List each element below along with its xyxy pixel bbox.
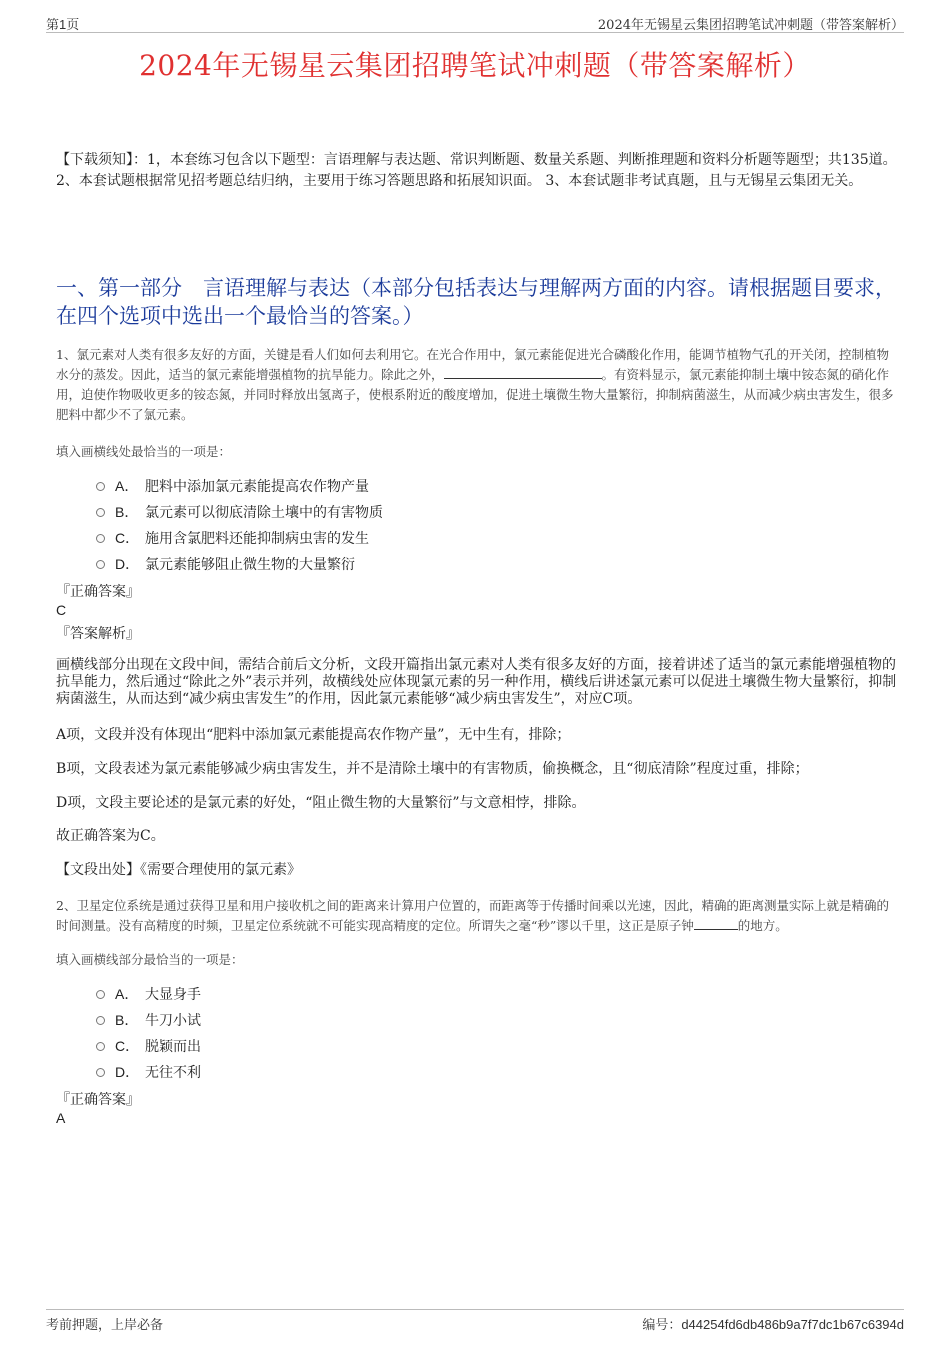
document-title: 2024年无锡星云集团招聘笔试冲刺题（带答案解析） [139, 49, 811, 82]
section-heading: 一、第一部分 言语理解与表达（本部分包括表达与理解两方面的内容。请根据题目要求，在四个选项中选出一个最恰当的答案。） [56, 276, 896, 328]
option-b[interactable]: B． 牛刀小试 [96, 1007, 201, 1033]
question-1-instruction: 填入画横线处最恰当的一项是： [56, 444, 232, 459]
passage-source: 【文段出处】《需要合理使用的氯元素》 [56, 862, 301, 878]
radio-icon[interactable] [96, 990, 105, 999]
answer-label: 『正确答案』 [56, 1092, 140, 1108]
fill-blank [694, 917, 738, 930]
radio-icon[interactable] [96, 508, 105, 517]
footer-divider [46, 1309, 904, 1310]
footer-slogan: 考前押题，上岸必备 [46, 1318, 164, 1333]
question-2-instruction: 填入画横线部分最恰当的一项是： [56, 952, 244, 967]
radio-icon[interactable] [96, 1016, 105, 1025]
analysis-paragraph: B项，文段表述为氯元素能够减少病虫害发生，并不是清除土壤中的有害物质，偷换概念，且“彻底清除”程度过重，排除； [56, 761, 809, 777]
radio-icon[interactable] [96, 1042, 105, 1051]
fill-blank [444, 366, 602, 379]
radio-icon[interactable] [96, 1068, 105, 1077]
analysis-paragraph: 画横线部分出现在文段中间，需结合前后文分析，文段开篇指出氯元素对人类有很多友好的方面，接着讲述了适当的氯元素能增强植物的抗旱能力，然后通过“除此之外”表示并列，故横线处应体现氯元素的另一种作用，横线后讲述氯元素可以促进土壤微生物大量繁衍，抑制病菌滋生，从而达到“减少病虫害发生”的作用，因此氯元素能够“减少病虫害发生”，对应C项。 [56, 657, 897, 707]
option-b[interactable]: B． 氯元素可以彻底清除土壤中的有害物质 [96, 499, 383, 525]
analysis-paragraph: 故正确答案为C。 [56, 828, 165, 844]
correct-answer: A [56, 1110, 66, 1126]
analysis-label: 『答案解析』 [56, 626, 140, 642]
page-header [46, 14, 904, 34]
analysis-paragraph: A项，文段并没有体现出“肥料中添加氯元素能提高农作物产量”，无中生有，排除； [56, 727, 571, 743]
radio-icon[interactable] [96, 534, 105, 543]
option-c[interactable]: C． 施用含氯肥料还能抑制病虫害的发生 [96, 525, 383, 551]
document-code: 编号：d44254fd6db486b9a7f7dc1b67c6394d [642, 1317, 904, 1333]
question-2-stem: 2、卫星定位系统是通过获得卫星和用户接收机之间的距离来计算用户位置的，而距离等于传播时间乘以光速，因此，精确的距离测量实际上就是精确的时间测量。没有高精度的时频，卫星定位系统就不可能实现高精度的定位。所谓失之毫“秒”谬以千里，这正是原子钟 的地方。 [56, 898, 889, 933]
option-d[interactable]: D． 氯元素能够阻止微生物的大量繁衍 [96, 551, 383, 577]
correct-answer: C [56, 602, 67, 618]
option-c[interactable]: C． 脱颖而出 [96, 1033, 201, 1059]
page-footer [46, 1314, 904, 1334]
option-d[interactable]: D． 无往不利 [96, 1059, 201, 1085]
download-notice: 【下载须知】：1，本套练习包含以下题型：言语理解与表达题、常识判断题、数量关系题、判断推理题和资料分析题等题型；共135道。 2、本套试题根据常见招考题总结归纳，主要用于练习答题思路和拓展知识面。 3、本套试题非考试真题，且与无锡星云集团无关。 [56, 152, 897, 189]
radio-icon[interactable] [96, 482, 105, 491]
page-number: 第1页 [46, 17, 80, 32]
question-1-options [96, 473, 383, 577]
analysis-paragraph: D项，文段主要论述的是氯元素的好处，“阻止微生物的大量繁衍”与文意相悖，排除。 [56, 795, 586, 811]
header-doc-title: 2024年无锡星云集团招聘笔试冲刺题（带答案解析） [597, 18, 904, 33]
answer-label: 『正确答案』 [56, 584, 140, 600]
question-2-options [96, 981, 201, 1085]
radio-icon[interactable] [96, 560, 105, 569]
header-divider [46, 32, 904, 33]
option-a[interactable]: A． 肥料中添加氯元素能提高农作物产量 [96, 473, 383, 499]
option-a[interactable]: A． 大显身手 [96, 981, 201, 1007]
question-1-stem: 1、氯元素对人类有很多友好的方面，关键是看人们如何去利用它。在光合作用中，氯元素能促进光合磷酸化作用，能调节植物气孔的开关闭，控制植物水分的蒸发。因此，适当的氯元素能增强植物的抗旱能力。除此之外， 。有资料显示，氯元素能抑制土壤中铵态氮的硝化作用，迫使作物吸收更多的铵态氮，并同时释放出氢离子，使根系附近的酸度增加，促进土壤微生物大量繁衍，抑制病菌滋生，从而减少病虫害发生，很多肥料中都少不了氯元素。 [56, 347, 894, 422]
